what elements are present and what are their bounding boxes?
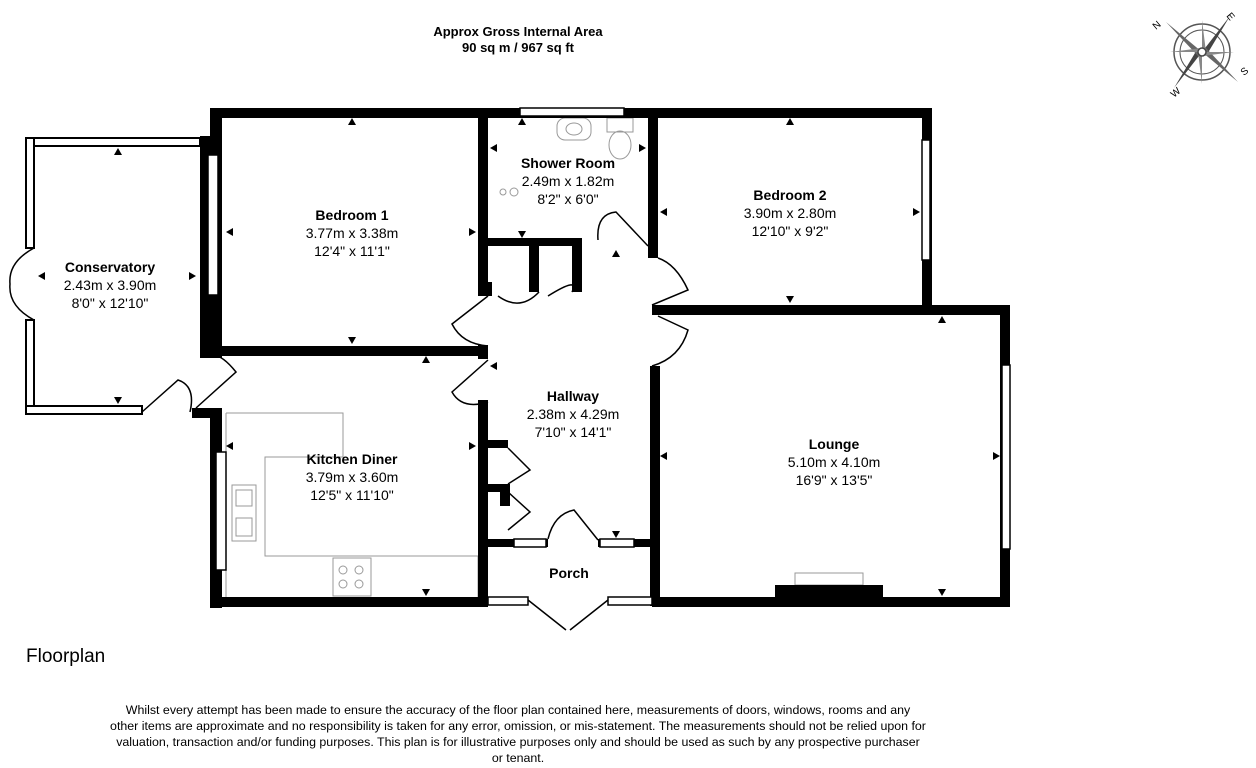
room-imperial: 12'10" x 9'2" bbox=[751, 223, 829, 239]
compass-e: E bbox=[1223, 10, 1237, 24]
room-name: Lounge bbox=[808, 436, 860, 452]
room-imperial: 8'0" x 12'10" bbox=[71, 295, 149, 311]
room-name: Shower Room bbox=[520, 155, 616, 171]
room-hallway bbox=[527, 387, 620, 441]
room-metric: 2.49m x 1.82m bbox=[521, 173, 615, 189]
room-name: Hallway bbox=[546, 388, 600, 404]
room-metric: 3.79m x 3.60m bbox=[305, 469, 399, 485]
room-name: Porch bbox=[549, 565, 589, 581]
floorplan-label: Floorplan bbox=[26, 646, 106, 667]
room-imperial: 16'9" x 13'5" bbox=[795, 472, 873, 488]
room-kitchen-diner bbox=[306, 450, 399, 504]
room-name: Kitchen Diner bbox=[306, 451, 398, 467]
area-value: 90 sq m / 967 sq ft bbox=[462, 40, 574, 55]
room-bedroom-2 bbox=[744, 186, 837, 240]
room-metric: 3.77m x 3.38m bbox=[305, 225, 399, 241]
room-name: Bedroom 2 bbox=[753, 187, 827, 203]
room-metric: 5.10m x 4.10m bbox=[787, 454, 881, 470]
room-name: Bedroom 1 bbox=[315, 207, 389, 223]
room-imperial: 12'5" x 11'10" bbox=[310, 487, 394, 503]
room-conservatory bbox=[64, 258, 157, 312]
room-imperial: 12'4" x 11'1" bbox=[314, 243, 390, 259]
room-lounge bbox=[788, 435, 881, 489]
disclaimer: Whilst every attempt has been made to ensure the accuracy of the floor plan contained here, measurements of doors, windows, rooms and any other items are approximate and no responsibility is taken for any error, omission, or mis-statement. The measurements should not be relied upon for valuation, transaction and/or funding purposes. This plan is for illustrative purposes only and should be used as such by any prospective purchaser or tenant. bbox=[110, 703, 926, 765]
room-metric: 2.38m x 4.29m bbox=[526, 406, 620, 422]
room-bedroom-1 bbox=[306, 206, 399, 260]
compass-w: W bbox=[1168, 85, 1184, 101]
dimension-markers bbox=[38, 118, 1000, 596]
compass-s: S bbox=[1238, 65, 1252, 79]
room-shower-room bbox=[521, 154, 615, 208]
room-porch bbox=[549, 564, 589, 582]
area-title: Approx Gross Internal Area bbox=[433, 24, 603, 39]
compass-n: N bbox=[1150, 19, 1164, 33]
room-imperial: 7'10" x 14'1" bbox=[534, 424, 612, 440]
room-name: Conservatory bbox=[64, 259, 156, 275]
room-metric: 3.90m x 2.80m bbox=[743, 205, 837, 221]
room-metric: 2.43m x 3.90m bbox=[63, 277, 157, 293]
room-imperial: 8'2" x 6'0" bbox=[537, 191, 599, 207]
